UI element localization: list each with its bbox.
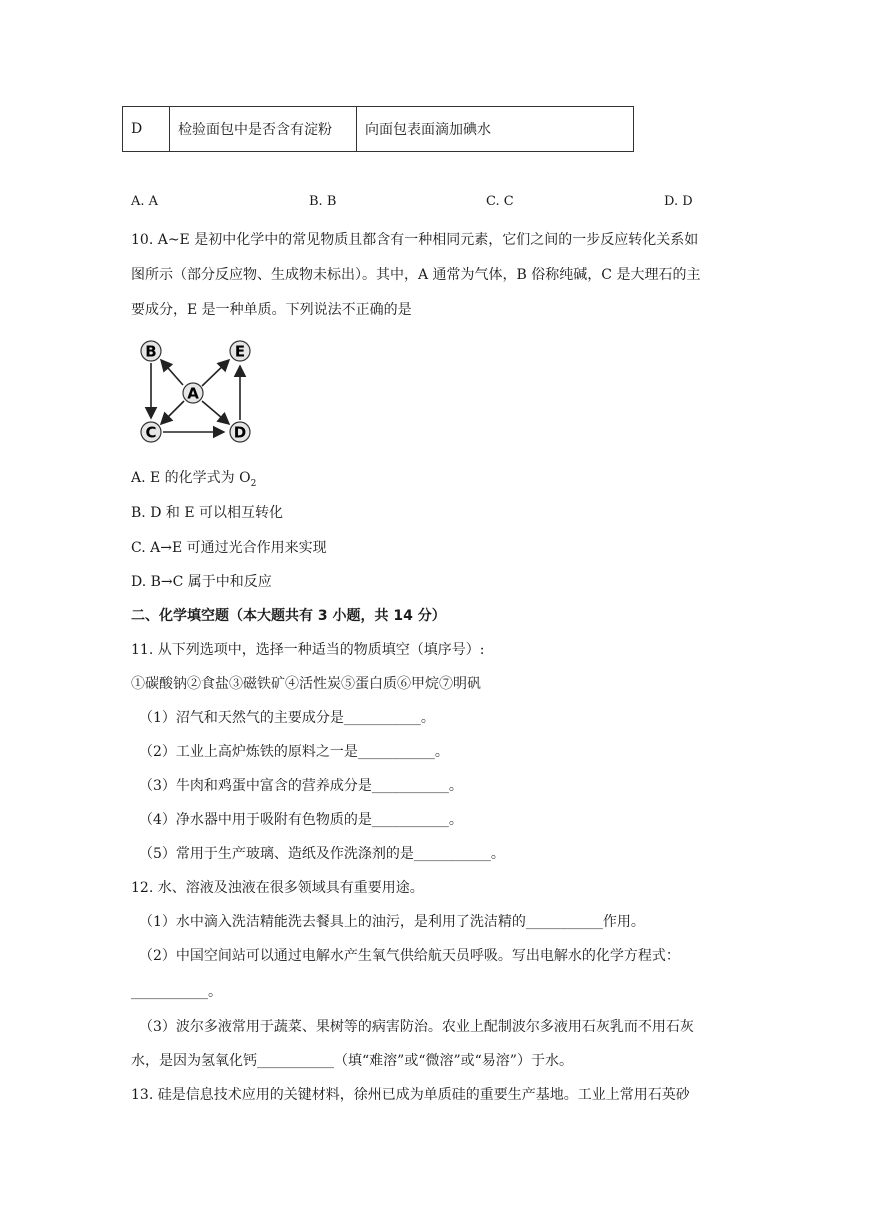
answer-table: [122, 106, 634, 152]
table-cell-option: D: [123, 107, 170, 152]
q11-sub5: （5）常用于生产玻璃、造纸及作洗涤剂的是___________。: [139, 846, 505, 862]
q9-option-b: B. B: [309, 194, 337, 209]
node-a: [183, 383, 203, 403]
q10-stem-line1: 10. A~E 是初中化学中的常见物质且都含有一种相同元素，它们之间的一步反应转化关系如: [131, 232, 699, 248]
node-c: [141, 422, 161, 442]
q12-stem: 12. 水、溶液及浊液在很多领域具有重要用途。: [131, 880, 424, 896]
q10-option-c: C. A→E 可通过光合作用来实现: [131, 540, 327, 556]
q9-option-d: D. D: [664, 194, 693, 209]
arrow-a-to-b: [161, 360, 183, 385]
q9-option-c: C. C: [486, 194, 514, 209]
q11-sub4: （4）净水器中用于吸附有色物质的是___________。: [139, 812, 463, 828]
q11-sub2: （2）工业上高炉炼铁的原料之一是___________。: [139, 744, 449, 760]
svg-text:C: C: [145, 423, 157, 442]
q11-sub1: （1）沼气和天然气的主要成分是___________。: [139, 710, 435, 726]
section-title: 二、化学填空题（本大题共有 3 小题，共 14 分）: [131, 608, 446, 624]
svg-text:E: E: [234, 342, 246, 361]
arrow-a-to-e: [202, 360, 229, 386]
svg-text:B: B: [145, 342, 157, 361]
q10-stem-line2: 图所示（部分反应物、生成物未标出）。其中，A 通常为气体，B 俗称纯碱，C 是大理石的主: [131, 267, 701, 283]
q10-option-a-text: A. E 的化学式为 O: [131, 470, 251, 486]
q10-option-b: B. D 和 E 可以相互转化: [131, 505, 283, 521]
q12-sub3-line1: （3）波尔多液常用于蔬菜、果树等的病害防治。农业上配制波尔多液用石灰乳而不用石灰: [139, 1019, 694, 1035]
table-cell-purpose: 检验面包中是否含有淀粉: [170, 107, 357, 152]
q12-sub3-line2: 水，是因为氢氧化钙___________（填“难溶”或“微溶”或“易溶”）于水。: [131, 1053, 573, 1069]
node-d: [230, 422, 250, 442]
q10-stem-line3: 要成分，E 是一种单质。下列说法不正确的是: [131, 302, 412, 318]
q11-choices: ①碳酸钠②食盐③磁铁矿④活性炭⑤蛋白质⑥甲烷⑦明矾: [131, 676, 481, 692]
q10-option-a: [131, 467, 256, 489]
node-e: [230, 341, 250, 361]
q12-sub2-blank: ___________。: [131, 984, 222, 1000]
table-row: [123, 107, 634, 152]
svg-text:D: D: [233, 423, 247, 442]
q12-sub1: （1）水中滴入洗洁精能洗去餐具上的油污，是利用了洗洁精的___________作用。: [139, 914, 645, 930]
q10-option-d: D. B→C 属于中和反应: [131, 574, 272, 590]
svg-text:A: A: [187, 384, 199, 403]
q11-sub3: （3）牛肉和鸡蛋中富含的营养成分是___________。: [139, 778, 463, 794]
arrow-a-to-d: [202, 401, 229, 424]
q12-sub2: （2）中国空间站可以通过电解水产生氧气供给航天员呼吸。写出电解水的化学方程式：: [139, 948, 680, 964]
q11-stem: 11. 从下列选项中，选择一种适当的物质填空（填序号）:: [131, 642, 485, 658]
arrow-a-to-c: [161, 401, 184, 424]
q13-stem: 13. 硅是信息技术应用的关键材料，徐州已成为单质硅的重要生产基地。工业上常用石英砂: [131, 1087, 690, 1103]
table-cell-method: 向面包表面滴加碘水: [357, 107, 634, 152]
q9-option-a: A. A: [131, 194, 159, 209]
q10-option-a-subscript: 2: [250, 478, 257, 489]
reaction-diagram: [136, 336, 256, 448]
node-b: [141, 341, 161, 361]
